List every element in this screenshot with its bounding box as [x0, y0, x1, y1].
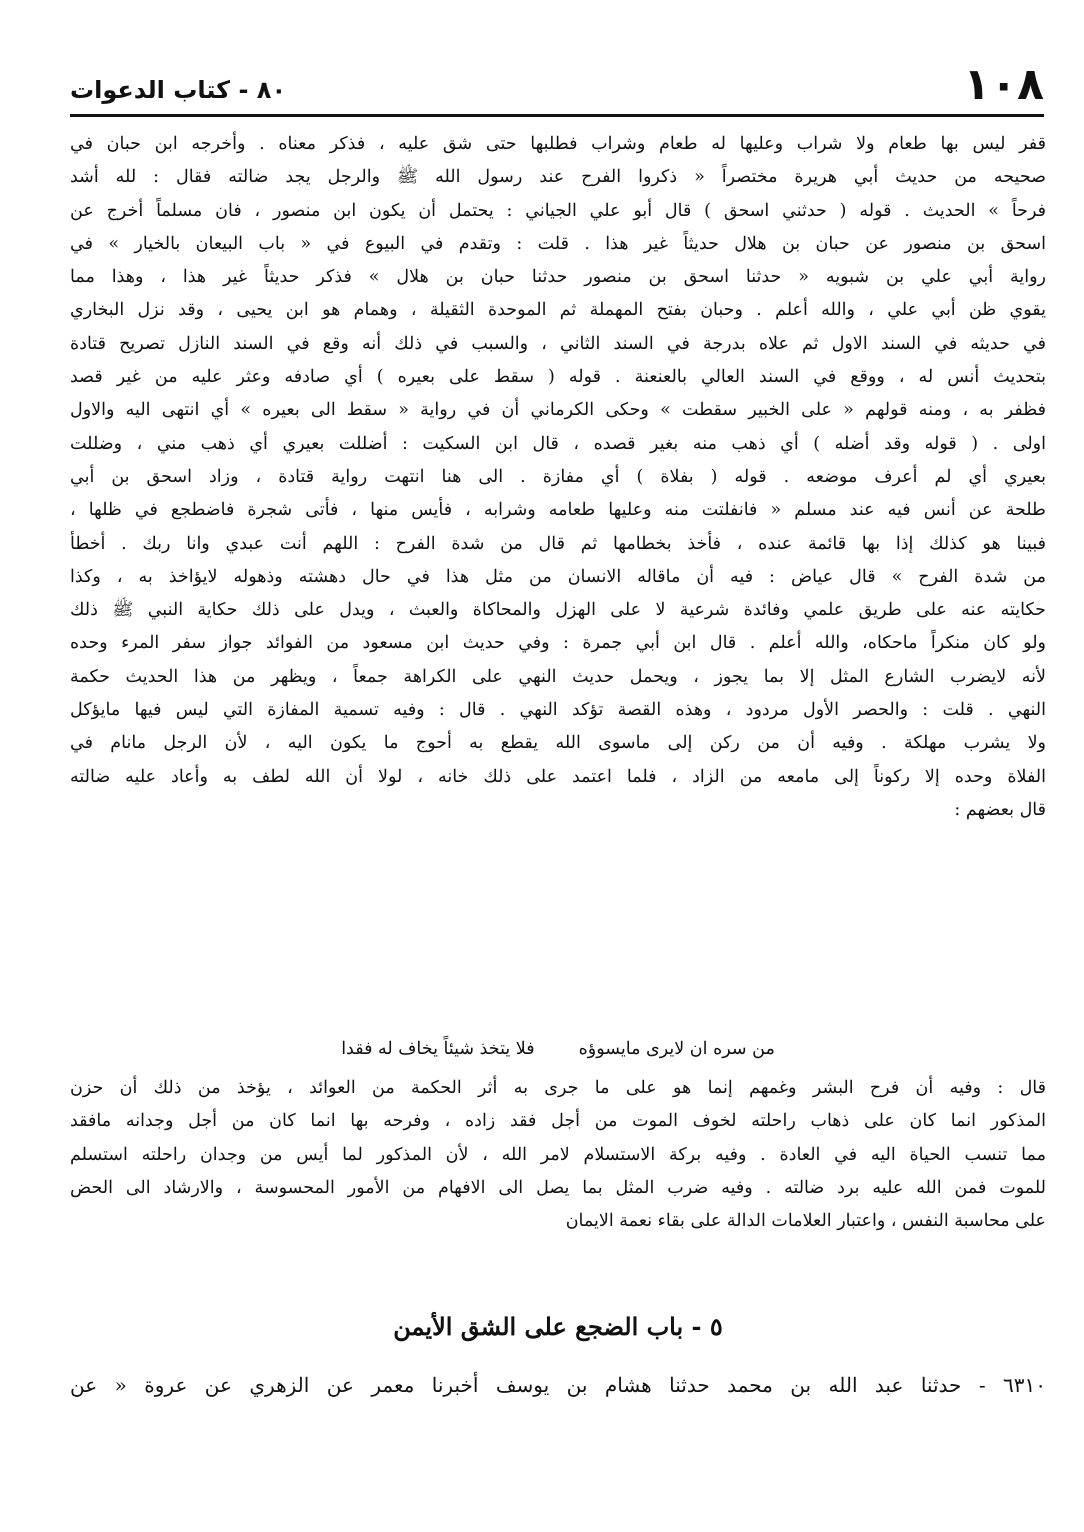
running-title: ٨٠ - كتاب الدعوات: [70, 76, 287, 104]
text-line: في حديثه في السند الاول ثم علاه بدرجة في السند الثاني ، والسبب في ذلك أنه وقع في السند النازل تصريح قتادة: [70, 333, 1046, 354]
text-line: فظفر به ، ومنه قولهم « على الخبير سقطت » وحكى الكرماني أن في رواية « سقط الى بعيره » أي انتهى اليه والاول: [70, 400, 1046, 421]
commentary-continuation: [70, 1072, 1046, 1238]
text-line: يقوي ظن أبي علي ، والله أعلم . وحبان بفتح المهملة ثم الموحدة الثقيلة ، وهمام هو ابن يحيى ، وقد نزل البخاري: [70, 300, 1046, 321]
text-line: فرحاً » الحديث . قوله ( حدثني اسحق ) قال أبو علي الجياني : يحتمل أن يكون ابن منصور ، فان مسلماً أخرج عن: [70, 200, 1046, 221]
hadith-text: ٦٣١٠ - حدثنا عبد الله بن محمد حدثنا هشام بن يوسف أخبرنا معمر عن الزهري عن عروة « عن: [70, 1373, 1046, 1397]
text-line: قال : وفيه أن فرح البشر وغمهم إنما هو على ما جرى به أثر الحكمة من العوائد ، يؤخذ من ذلك أن حزن: [70, 1078, 1046, 1098]
text-line: قال بعضهم :: [954, 799, 1046, 820]
page-number: ١٠٨: [963, 59, 1044, 110]
text-line: صحيحه من حديث أبي هريرة مختصراً « ذكروا الفرح عند رسول الله ﷺ والرجل يجد ضالته فقال : لله أشد: [70, 167, 1046, 188]
text-line: اسحق بن منصور عن حبان بن هلال حديثاً غير هذا . قلت : وتقدم في البيوع في « باب البيعان بالخيار » في: [70, 233, 1046, 254]
text-line: اولى . ( قوله وقد أضله ) أي ذهب منه بغير قصده ، قال ابن السكيت : أضللت بعيري أي ذهب مني ، وضللت: [70, 433, 1046, 454]
text-line: لأنه لايضرب الشارع المثل إلا بما يجوز ، ويحمل حديث النهي على الكراهة جمعاً ، ويظهر من هذا الحديث حكمة: [70, 666, 1046, 687]
text-line: النهي . قلت : والحصر الأول مردود ، وهذه القصة تؤكد النهي . قال : وفيه تسمية المفازة التي ليس فيها مايؤكل: [70, 700, 1046, 721]
text-line: الفلاة وحده إلا ركوناً إلى مامعه من الزاد ، فلما اعتمد على ذلك خانه ، لولا أن الله لطف به وأعاد عليه ضالته: [70, 766, 1046, 787]
text-line: المذكور انما كان على ذهاب راحلته لخوف الموت من أجل فقد زاده ، وفرحه بها انما كان من أجل وجدانه مافقد: [70, 1111, 1046, 1132]
text-line: على محاسبة النفس ، واعتبار العلامات الدالة على بقاء نعمة الايمان: [565, 1211, 1046, 1232]
text-line: مما تنسب الحياة اليه في العادة . وفيه بركة الاستسلام لامر الله ، لأن المذكور لما أيس من وجدان راحلته استسلم: [70, 1144, 1046, 1165]
poem-hemistich-right: من سره ان لايرى مايسوؤه: [578, 1039, 775, 1059]
text-line: بتحديث أنس له ، ووقع في السند العالي بالعنعنة . قوله ( سقط على بعيره ) أي صادفه وعثر عليه من غير قصد: [70, 367, 1046, 388]
poem-verse: [70, 1032, 1046, 1066]
commentary-text: [70, 128, 1046, 827]
text-line: ولا يشرب مهلكة . وفيه أن من ركن إلى ماسوى الله يقطع به أحوج ما يكون اليه ، لأن الرجل مانام في: [70, 733, 1046, 754]
text-line: حكايته عنه على طريق علمي وفائدة شرعية لا على الهزل والمحاكاة والعبث ، ويدل على ذلك حكاية النبي ﷺ ذلك: [70, 600, 1046, 621]
text-line: رواية أبي علي بن شبويه « حدثنا اسحق بن منصور حدثنا حبان بن هلال » فذكر حديثاً غير هذا ، وهذا مما: [70, 267, 1046, 288]
text-line: ولو كان منكراً ماحكاه، والله أعلم . قال ابن أبي جمرة : وفي حديث ابن مسعود من الفوائد جواز سفر المرء وحده: [70, 633, 1046, 654]
poem-hemistich-left: فلا يتخذ شيئاً يخاف له فقدا: [341, 1039, 535, 1059]
chapter-heading: ٥ - باب الضجع على الشق الأيمن: [393, 1312, 723, 1341]
text-line: طلحة عن أنس فيه عند مسلم « فانفلتت منه وعليها طعامه وشرابه ، فأيس منها ، فأتى شجرة فاضطجع في ظلها ،: [70, 500, 1046, 521]
header-rule: [70, 114, 1044, 117]
text-line: للموت فمن الله عليه برد ضالته . وفيه ضرب المثل بما يصل الى الافهام من الأمور المحسوسة ، والارشاد الى الحض: [70, 1177, 1046, 1198]
text-line: قفر ليس بها طعام ولا شراب وعليها له طعام وشراب فطلبها حتى شق عليه ، فذكر معناه . وأخرجه ابن حبان في: [70, 134, 1046, 154]
page-header: [70, 60, 1044, 110]
text-line: بعيري أي لم أعرف موضعه . قوله ( بفلاة ) أي مفازة . الى هنا انتهت رواية قتادة ، وزاد اسحق بن أبي: [70, 466, 1046, 487]
text-line: فبينا هو كذلك إذا بها قائمة عنده ، فأخذ بخطامها ثم قال من شدة الفرح : اللهم أنت عبدي وانا ربك . أخطأ: [70, 533, 1046, 554]
text-line: من شدة الفرح » قال عياض : فيه أن ماقاله الانسان من مثل هذا في حال دهشته وذهوله لايؤاخذ به ، وكذا: [70, 566, 1046, 587]
